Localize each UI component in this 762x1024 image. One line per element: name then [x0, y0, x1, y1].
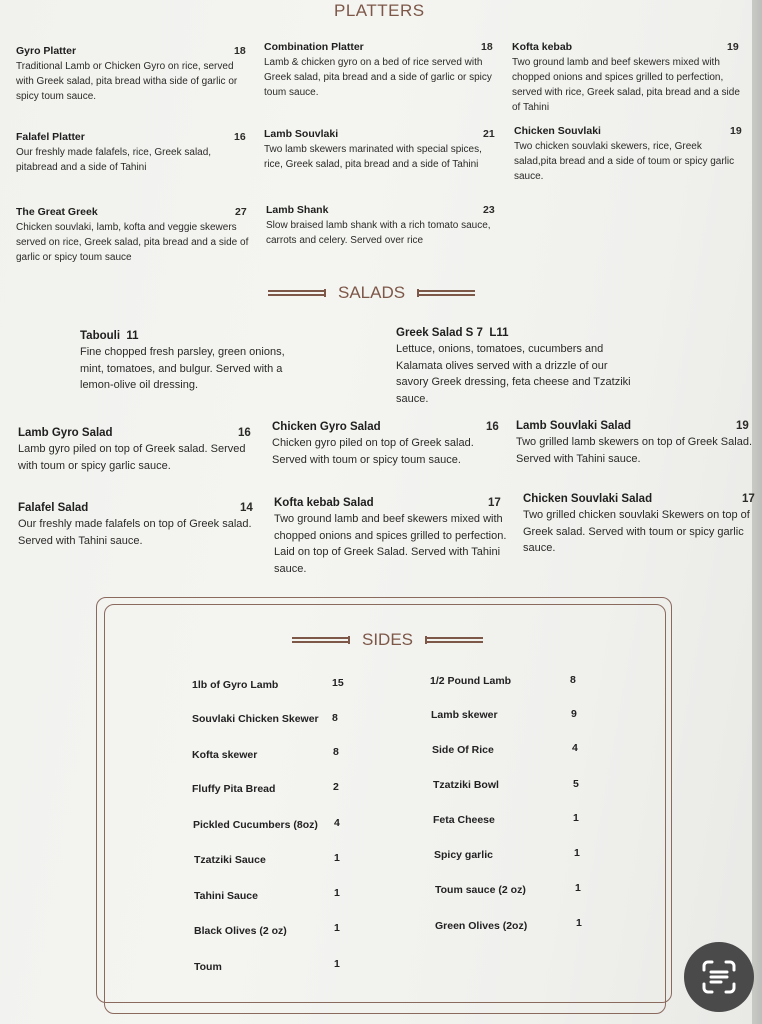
item-price: 19 — [730, 125, 742, 137]
item-name: Lamb Souvlaki Salad — [516, 420, 632, 432]
salad-item — [523, 493, 759, 557]
text-scan-button[interactable] — [684, 942, 754, 1012]
side-item-price: 1 — [574, 847, 580, 859]
item-price: 16 — [486, 421, 499, 433]
platter-item — [266, 204, 498, 248]
ornament-line — [268, 289, 326, 297]
side-item-price: 1 — [576, 917, 582, 929]
salad-item — [274, 497, 508, 577]
side-item-price: 1 — [334, 958, 340, 970]
platter-item — [16, 206, 250, 265]
side-item-name: Toum — [194, 961, 222, 973]
side-item-price: 4 — [334, 817, 340, 829]
item-description: Chicken gyro piled on top of Greek salad. Served with toum or spicy toum sauce. — [272, 437, 474, 466]
platters-heading: PLATTERS — [334, 1, 425, 20]
platter-item — [264, 41, 496, 100]
item-price: 11 — [126, 330, 139, 342]
item-name: Falafel Platter — [16, 131, 85, 143]
side-item-name: Pickled Cucumbers (8oz) — [193, 819, 318, 831]
side-item-name: Souvlaki Chicken Skewer — [192, 713, 319, 725]
item-description: Two grilled chicken souvlaki Skewers on top of Greek salad. Served with toum or spicy garlic sauce. — [523, 509, 750, 554]
side-item-name: Toum sauce (2 oz) — [435, 884, 526, 896]
item-name: Combination Platter — [264, 41, 364, 53]
item-name: Kofta kebab — [512, 41, 573, 53]
item-price: 14 — [240, 502, 253, 514]
platter-item — [264, 128, 496, 172]
side-item-price: 8 — [570, 674, 576, 686]
item-name: Lamb Gyro Salad — [18, 427, 113, 439]
item-price: 27 — [235, 206, 247, 218]
item-description: Fine chopped fresh parsley, green onions, mint, tomatoes, and bulgur. Served with a lemon-olive oil dressing. — [80, 346, 285, 391]
item-description: Traditional Lamb or Chicken Gyro on rice, served with Greek salad, pita bread witha side of garlic or spicy toum sauce. — [16, 61, 238, 102]
item-description: Slow braised lamb shank with a rich tomato sauce, carrots and celery. Served over rice — [266, 220, 491, 246]
side-item-price: 2 — [333, 781, 339, 793]
salad-item — [516, 420, 752, 467]
item-description: Our freshly made falafels on top of Greek salad. Served with Tahini sauce. — [18, 518, 252, 547]
item-description: Lettuce, onions, tomatoes, cucumbers and Kalamata olives served with a drizzle of our savory Greek dressing, feta cheese and Tzatziki sauce. — [396, 343, 631, 405]
item-name: Chicken Souvlaki — [514, 125, 601, 137]
salad-item — [272, 421, 504, 468]
item-description: Two chicken souvlaki skewers, rice, Greek salad,pita bread and a side of toum or spicy garlic sauce. — [514, 141, 735, 182]
side-item-price: 1 — [573, 812, 579, 824]
side-item-name: Tahini Sauce — [194, 890, 258, 902]
side-item-name: Spicy garlic — [434, 849, 493, 861]
salad-item — [18, 427, 250, 474]
item-description: Lamb gyro piled on top of Greek salad. Served with toum or spicy garlic sauce. — [18, 443, 246, 472]
salad-item — [18, 502, 254, 549]
side-item-name: Side Of Rice — [432, 744, 494, 756]
sides-frame-inner — [104, 604, 666, 1014]
item-price: 18 — [481, 41, 493, 53]
side-item-name: Black Olives (2 oz) — [194, 925, 287, 937]
salads-heading: SALADS — [338, 283, 406, 302]
side-item-name: 1/2 Pound Lamb — [430, 675, 512, 687]
item-price: 16 — [238, 427, 251, 439]
item-name: Gyro Platter — [16, 45, 77, 57]
item-description: Lamb & chicken gyro on a bed of rice served with Greek salad, pita bread and a side of garlic or spicy toum sauce. — [264, 57, 492, 98]
item-price: 16 — [234, 131, 246, 143]
side-item-name: 1lb of Gyro Lamb — [192, 679, 279, 691]
side-item-price: 1 — [334, 887, 340, 899]
ornament-line — [417, 289, 475, 297]
item-description: Two lamb skewers marinated with special spices, rice, Greek salad, pita bread and a side of Tahini — [264, 144, 482, 170]
item-price: 19 — [736, 420, 749, 432]
item-price: L11 — [489, 327, 509, 339]
item-name: Falafel Salad — [18, 502, 89, 514]
platter-item — [16, 131, 246, 175]
item-description: Two ground lamb and beef skewers mixed with chopped onions and spices grilled to perfection. Laid on top of Greek Salad. Served with Tahini sauce. — [274, 513, 507, 575]
side-item-name: Tzatziki Bowl — [433, 779, 499, 791]
side-item-price: 9 — [571, 708, 577, 720]
item-name: The Great Greek — [16, 206, 98, 218]
platter-item — [16, 45, 246, 104]
item-name: Chicken Souvlaki Salad — [523, 493, 653, 505]
item-price: 23 — [483, 204, 495, 216]
ornament-line — [425, 636, 483, 644]
item-price: 21 — [483, 128, 495, 140]
side-item-price: 8 — [332, 712, 338, 724]
ornament-line — [292, 636, 350, 644]
salad-item — [80, 330, 310, 394]
item-price: 19 — [727, 41, 739, 53]
sides-heading: SIDES — [362, 630, 414, 649]
item-price: 17 — [488, 497, 501, 509]
item-name: Tabouli 11 — [80, 330, 139, 342]
side-item-price: 4 — [572, 742, 578, 754]
item-name: Lamb Shank — [266, 204, 329, 216]
item-description: Our freshly made falafels, rice, Greek salad, pitabread and a side of Tahini — [16, 147, 212, 173]
side-item-price: 5 — [573, 778, 579, 790]
side-item-name: Green Olives (2oz) — [435, 920, 528, 932]
side-item-name: Fluffy Pita Bread — [192, 783, 276, 795]
item-description: Two grilled lamb skewers on top of Greek Salad. Served with Tahini sauce. — [516, 436, 753, 465]
text-scan-icon — [699, 957, 739, 997]
item-description: Chicken souvlaki, lamb, kofta and veggie skewers served on rice, Greek salad, pita bread and a side of garlic or spicy toum sauce — [16, 222, 249, 263]
salads-header — [268, 283, 475, 303]
item-name: Lamb Souvlaki — [264, 128, 339, 140]
side-item-price: 1 — [334, 922, 340, 934]
side-item-name: Kofta skewer — [192, 749, 258, 761]
salad-item — [396, 327, 696, 407]
item-name: Greek Salad S 7 L11 — [396, 327, 509, 339]
item-name: Kofta kebab Salad — [274, 497, 374, 509]
side-item-name: Tzatziki Sauce — [194, 854, 266, 866]
side-item-name: Lamb skewer — [431, 709, 498, 721]
side-item-price: 1 — [334, 852, 340, 864]
side-item-name: Feta Cheese — [433, 814, 495, 826]
side-item-price: 8 — [333, 746, 339, 758]
platter-item — [512, 41, 748, 115]
sides-header — [292, 630, 483, 650]
item-price: 18 — [234, 45, 246, 57]
side-item-price: 1 — [575, 882, 581, 894]
side-item-price: 15 — [332, 677, 344, 689]
platter-item — [514, 125, 742, 184]
item-name: Chicken Gyro Salad — [272, 421, 381, 433]
item-description: Two ground lamb and beef skewers mixed with chopped onions and spices grilled to perfection, served with rice, Greek salad, pita bread and a side of Tahini — [512, 57, 740, 113]
item-price: 17 — [742, 493, 755, 505]
